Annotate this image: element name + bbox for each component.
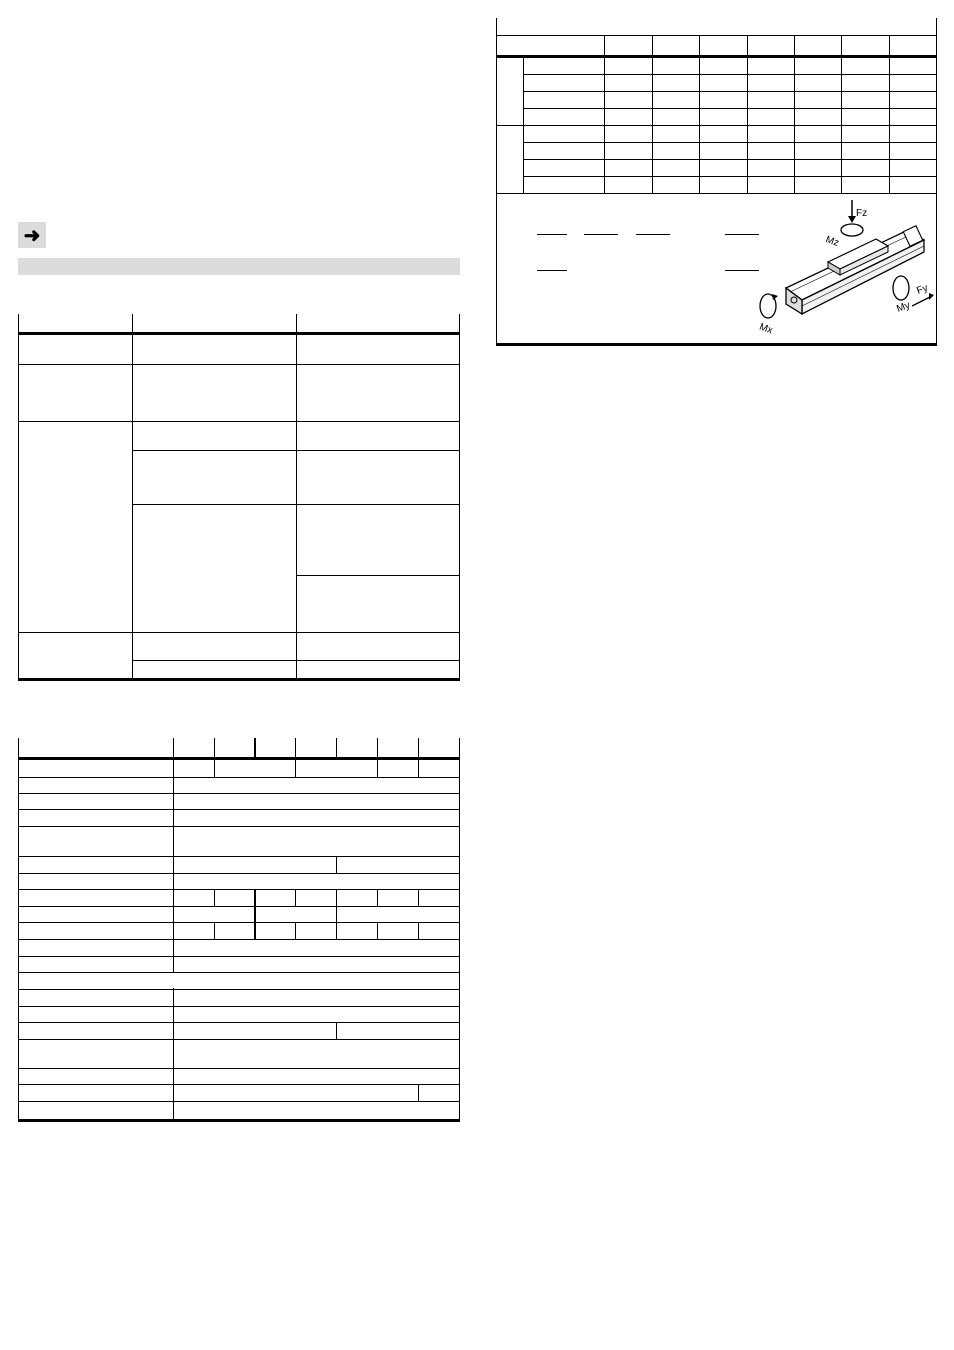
label-fz: Fz [856, 208, 868, 219]
arrow-right-icon: ➜ [23, 224, 41, 247]
label-mx: Mx [757, 321, 775, 337]
label-mz: Mz [823, 234, 841, 250]
note-arrow-box [18, 222, 46, 248]
section-heading-bar [18, 258, 460, 275]
label-my: My [895, 299, 912, 315]
axis-load-diagram [748, 196, 934, 338]
label-fy: Fy [915, 282, 930, 297]
